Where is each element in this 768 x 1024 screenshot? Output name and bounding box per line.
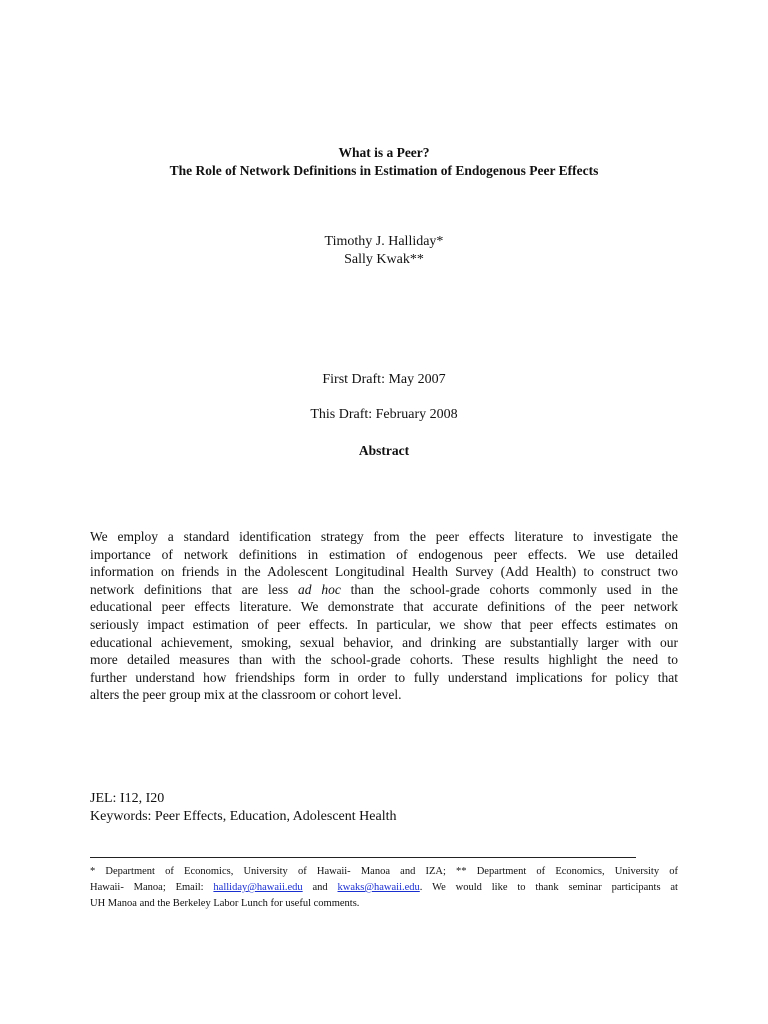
abstract-line: educational peer effects literature. We demonstrate that accurate definitions of the peer network	[90, 599, 678, 615]
abstract-body	[90, 528, 678, 704]
footnote-text: . We would like to thank seminar participants at	[419, 882, 678, 893]
abstract-line: information on friends in the Adolescent Longitudinal Health Survey (Add Health) to construct two	[90, 564, 678, 580]
abstract-line: importance of network definitions in estimation of endogenous peer effects. We use detailed	[90, 546, 678, 562]
author-name: Sally Kwak**	[344, 252, 424, 267]
abstract-text: network definitions that are less	[90, 581, 299, 597]
footnote-line	[90, 880, 678, 896]
abstract-text: than the school-grade cohorts commonly used in the	[340, 581, 678, 597]
abstract-line: alters the peer group mix at the classroom or cohort level.	[90, 687, 402, 703]
abstract-line: seriously impact estimation of peer effects. In particular, we show that peer effects estimates on	[90, 616, 678, 632]
footnote	[90, 864, 678, 912]
abstract-line: We employ a standard identification strategy from the peer effects literature to investigate the	[90, 529, 678, 544]
abstract-emphasis: ad hoc	[298, 581, 341, 597]
footnote-line: UH Manoa and the Berkeley Labor Lunch for useful comments.	[90, 898, 360, 909]
abstract-line: further understand how friendships form in order to fully understand implications for policy that	[90, 669, 678, 685]
abstract-line: more detailed measures than with the school-grade cohorts. These results highlight the need to	[90, 652, 678, 668]
author-name: Timothy J. Halliday*	[324, 234, 444, 249]
footnote-line: * Department of Economics, University of Hawaii- Manoa and IZA; ** Department of Economics, University of	[90, 866, 678, 877]
paper-subtitle: The Role of Network Definitions in Estimation of Endogenous Peer Effects	[169, 163, 599, 178]
this-draft-date: This Draft: February 2008	[310, 407, 458, 422]
abstract-line: educational achievement, smoking, sexual behavior, and drinking are substantially larger with our	[90, 634, 678, 650]
email-link-halliday[interactable]: halliday@hawaii.edu	[213, 882, 303, 893]
keywords: Keywords: Peer Effects, Education, Adolescent Health	[90, 809, 397, 824]
paper-title: What is a Peer?	[338, 145, 430, 160]
email-link-kwak[interactable]: kwaks@hawaii.edu	[337, 882, 420, 893]
author-list	[0, 233, 768, 269]
abstract-heading: Abstract	[358, 443, 410, 458]
abstract-line	[90, 581, 678, 599]
footnote-text: Hawaii- Manoa; Email:	[90, 882, 214, 893]
jel-codes: JEL: I12, I20	[90, 791, 165, 806]
footnote-divider	[90, 857, 636, 858]
footnote-text: and	[302, 882, 338, 893]
first-draft-date: First Draft: May 2007	[322, 372, 446, 387]
